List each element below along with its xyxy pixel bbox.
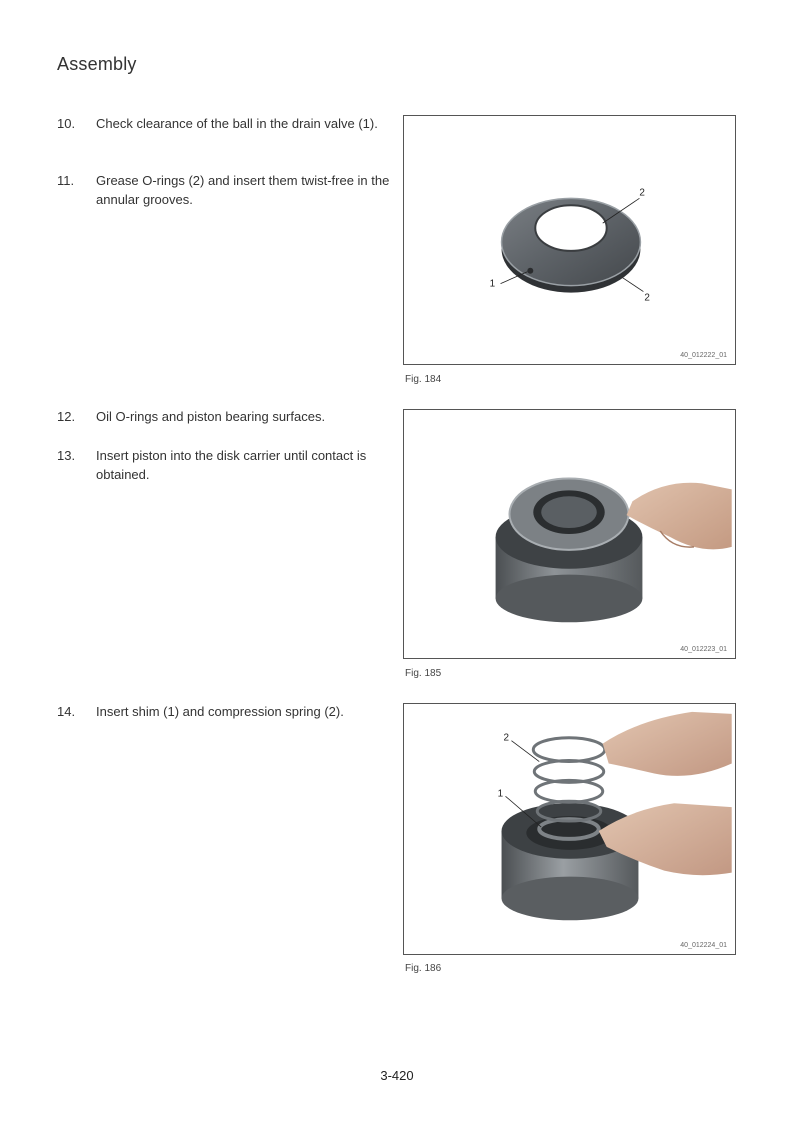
step-13 bbox=[57, 446, 392, 484]
figure-image-id: 40_012223_01 bbox=[680, 646, 727, 653]
step-10 bbox=[57, 114, 392, 133]
figure-caption: Fig. 186 bbox=[405, 963, 442, 974]
figure-image-id: 40_012222_01 bbox=[680, 352, 727, 359]
step-number: 12. bbox=[57, 409, 76, 424]
step-text: Insert piston into the disk carrier until contact is obtained. bbox=[96, 448, 367, 482]
callout-1: 1 bbox=[497, 788, 504, 800]
step-text: Check clearance of the ball in the drain valve (1). bbox=[96, 116, 378, 131]
figure-184 bbox=[403, 115, 736, 365]
disk-carrier-illustration bbox=[404, 410, 735, 658]
callout-1: 1 bbox=[489, 278, 496, 290]
page-number: 3-420 bbox=[380, 1068, 414, 1083]
step-14 bbox=[57, 702, 392, 721]
figure-185 bbox=[403, 409, 736, 659]
step-text: Oil O-rings and piston bearing surfaces. bbox=[96, 409, 326, 424]
figure-image-id: 40_012224_01 bbox=[680, 942, 727, 949]
figure-caption: Fig. 185 bbox=[405, 668, 442, 679]
figure-186 bbox=[403, 703, 736, 955]
section-heading: Assembly bbox=[57, 54, 137, 74]
callout-2-bottom: 2 bbox=[644, 292, 650, 304]
step-12 bbox=[57, 407, 392, 426]
callout-2: 2 bbox=[503, 732, 510, 744]
step-number: 13. bbox=[57, 448, 76, 463]
step-number: 14. bbox=[57, 704, 76, 719]
step-text: Insert shim (1) and compression spring (2). bbox=[96, 704, 344, 719]
figure-caption: Fig. 184 bbox=[405, 374, 442, 385]
step-number: 10. bbox=[57, 116, 76, 131]
callout-2-top: 2 bbox=[639, 187, 645, 199]
step-11 bbox=[57, 171, 392, 209]
step-number: 11. bbox=[57, 173, 75, 188]
piston-ring-illustration bbox=[404, 116, 735, 364]
spring-shim-illustration bbox=[404, 704, 735, 954]
step-text: Grease O-rings (2) and insert them twist-free in the annular grooves. bbox=[96, 173, 390, 207]
